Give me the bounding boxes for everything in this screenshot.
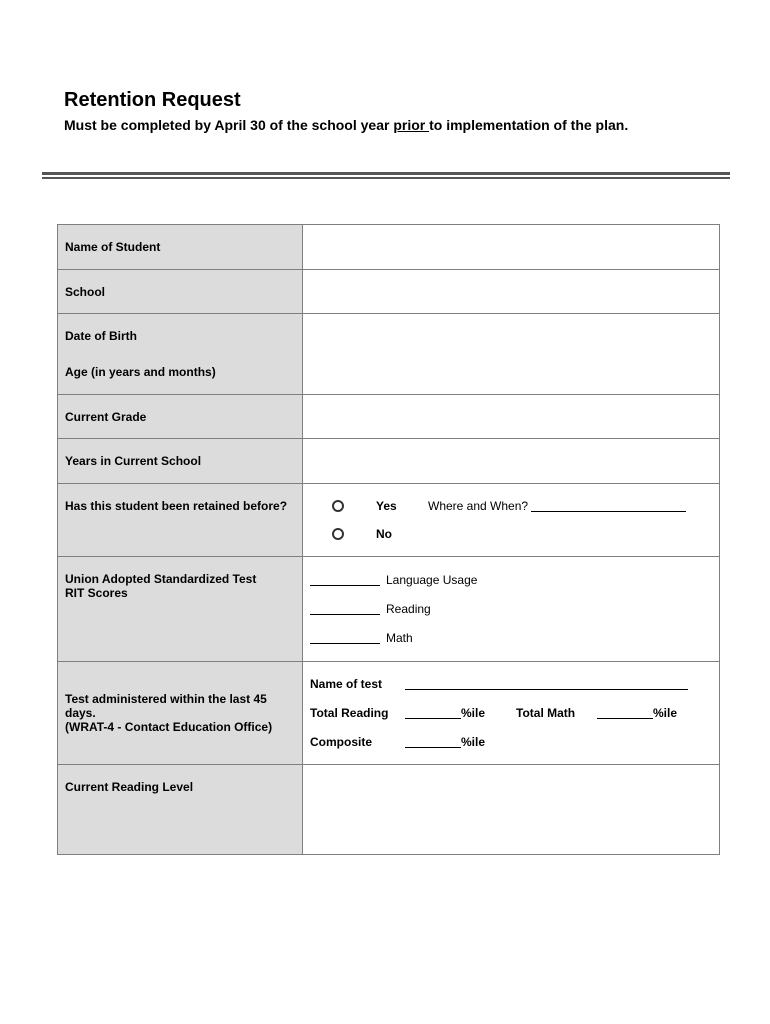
name-of-student-field[interactable] <box>303 225 720 270</box>
retained-before-label: Has this student been retained before? <box>58 484 303 557</box>
name-of-test-label: Name of test <box>310 677 383 691</box>
row-rit-scores <box>58 557 720 662</box>
current-grade-field[interactable] <box>303 395 720 439</box>
current-reading-level-field[interactable] <box>303 765 720 855</box>
row-years-in-school <box>58 439 720 484</box>
name-of-test-line[interactable] <box>405 678 688 690</box>
reading-line[interactable] <box>310 603 380 615</box>
test-label-line-2: (WRAT-4 - Contact Education Office) <box>65 720 273 734</box>
current-reading-level-label: Current Reading Level <box>58 765 303 855</box>
rit-label-line-1: Union Adopted Standardized Test <box>65 572 257 586</box>
school-label: School <box>58 270 303 314</box>
total-reading-line[interactable] <box>405 707 461 719</box>
reading-label: Reading <box>386 602 431 616</box>
subtitle-text-after: to implementation of the plan. <box>429 117 629 133</box>
birth-age-label-cell <box>58 314 303 395</box>
date-of-birth-label: Date of Birth <box>65 329 137 343</box>
retained-yes-radio-icon[interactable] <box>332 500 344 512</box>
composite-line[interactable] <box>405 736 461 748</box>
language-usage-line[interactable] <box>310 574 380 586</box>
row-current-reading-level <box>58 765 720 855</box>
retained-no-radio-icon[interactable] <box>332 528 344 540</box>
rit-label-cell <box>58 557 303 662</box>
math-line[interactable] <box>310 632 380 644</box>
page-title: Retention Request <box>64 89 241 111</box>
current-grade-label: Current Grade <box>58 395 303 439</box>
composite-label: Composite <box>310 735 373 749</box>
rit-label-line-2: RIT Scores <box>65 586 128 600</box>
language-usage-label: Language Usage <box>386 573 478 587</box>
where-when-line[interactable] <box>531 500 686 512</box>
total-math-label: Total Math <box>516 706 576 720</box>
total-math-pct: %ile <box>653 706 678 720</box>
total-reading-pct: %ile <box>461 706 486 720</box>
subtitle <box>64 117 628 133</box>
retained-before-options <box>303 484 720 557</box>
name-of-student-label: Name of Student <box>58 225 303 270</box>
row-birth-age <box>58 314 720 395</box>
test-label-cell <box>58 662 303 765</box>
total-reading-label: Total Reading <box>310 706 389 720</box>
test-label-line-1: Test administered within the last 45 days. <box>65 692 267 720</box>
math-label: Math <box>386 631 413 645</box>
retained-no-label: No <box>376 527 392 541</box>
row-test-administered <box>58 662 720 765</box>
test-fields <box>303 662 720 765</box>
years-in-school-field[interactable] <box>303 439 720 484</box>
total-math-line[interactable] <box>597 707 653 719</box>
school-field[interactable] <box>303 270 720 314</box>
birth-age-field[interactable] <box>303 314 720 395</box>
age-label: Age (in years and months) <box>65 365 216 379</box>
row-school <box>58 270 720 314</box>
retention-form-table <box>57 224 720 855</box>
subtitle-text-before: Must be completed by April 30 of the school year <box>64 117 394 133</box>
composite-pct: %ile <box>461 735 486 749</box>
divider-rule-top <box>42 172 730 175</box>
row-retained-before <box>58 484 720 557</box>
row-name-of-student <box>58 225 720 270</box>
where-when-label: Where and When? <box>428 499 529 513</box>
subtitle-underlined-word: prior <box>393 117 430 133</box>
row-current-grade <box>58 395 720 439</box>
retained-yes-label: Yes <box>376 499 397 513</box>
divider-rule-bottom <box>42 177 730 179</box>
rit-scores-fields <box>303 557 720 662</box>
years-in-school-label: Years in Current School <box>58 439 303 484</box>
